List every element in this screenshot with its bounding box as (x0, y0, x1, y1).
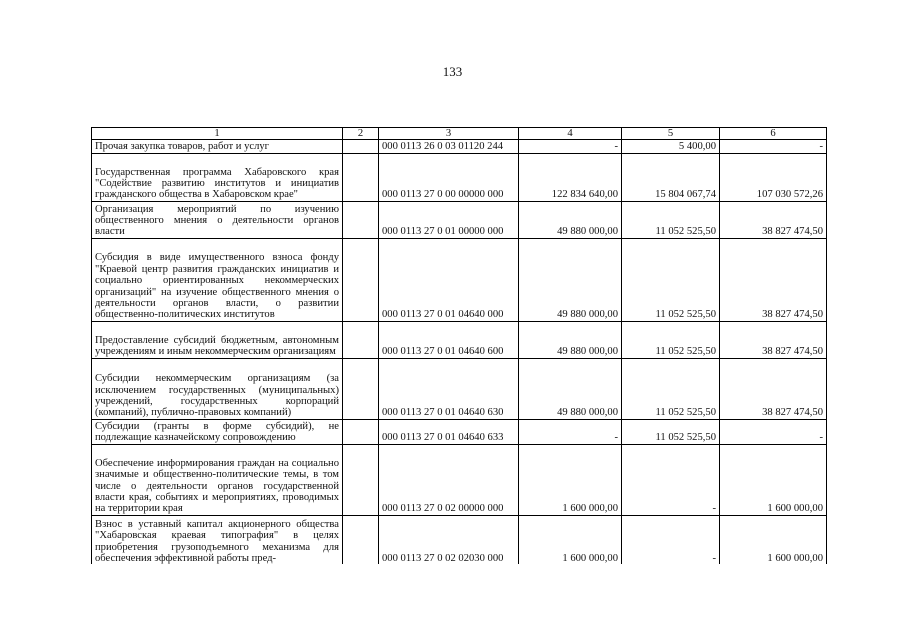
row-value-6: 1 600 000,00 (720, 515, 827, 564)
row-value-6: 1 600 000,00 (720, 444, 827, 515)
table-row (92, 444, 827, 515)
row-col2 (343, 515, 379, 564)
row-value-6: - (720, 419, 827, 444)
header-col-3: 3 (379, 128, 519, 140)
row-value-5: 5 400,00 (622, 140, 720, 153)
row-code: 000 0113 27 0 02 02030 000 (379, 515, 519, 564)
row-value-5: 11 052 525,50 (622, 419, 720, 444)
row-code: 000 0113 27 0 01 04640 630 (379, 358, 519, 419)
row-name: Субсидии некоммерческим организациям (за исключением государственных (муниципальных) учреждений, государственных корпораций (компаний), публично-правовых компаний) (92, 358, 343, 419)
table-row (92, 358, 827, 419)
row-value-5: 11 052 525,50 (622, 238, 720, 321)
row-value-4: 49 880 000,00 (519, 238, 622, 321)
row-name: Субсидия в виде имущественного взноса фонду "Краевой центр развития гражданских инициатив и социально ориентированных некоммерческих организаций" на изучение общественного мнения о деятельности органов власти, о развитии общественно-политических институтов (92, 238, 343, 321)
row-name: Предоставление субсидий бюджетным, автономным учреждениям и иным некоммерческим организациям (92, 321, 343, 358)
page-number: 133 (442, 64, 463, 79)
table-row (92, 140, 827, 153)
row-name: Субсидии (гранты в форме субсидий), не подлежащие казначейскому сопровождению (92, 419, 343, 444)
row-code: 000 0113 27 0 01 00000 000 (379, 201, 519, 238)
row-code: 000 0113 27 0 02 00000 000 (379, 444, 519, 515)
row-col2 (343, 321, 379, 358)
budget-table (91, 127, 827, 564)
row-name: Государственная программа Хабаровского края "Содействие развитию институтов и инициатив гражданского общества в Хабаровском крае" (92, 153, 343, 201)
row-code: 000 0113 27 0 01 04640 600 (379, 321, 519, 358)
row-col2 (343, 444, 379, 515)
row-value-5: 15 804 067,74 (622, 153, 720, 201)
row-col2 (343, 201, 379, 238)
table-row (92, 201, 827, 238)
row-value-4: 122 834 640,00 (519, 153, 622, 201)
row-value-6: 38 827 474,50 (720, 238, 827, 321)
row-code: 000 0113 27 0 01 04640 633 (379, 419, 519, 444)
row-value-4: 49 880 000,00 (519, 321, 622, 358)
row-value-6: 38 827 474,50 (720, 358, 827, 419)
row-value-4: 1 600 000,00 (519, 515, 622, 564)
header-col-6: 6 (720, 128, 827, 140)
row-value-4: - (519, 419, 622, 444)
row-value-6: 107 030 572,26 (720, 153, 827, 201)
row-value-6: 38 827 474,50 (720, 201, 827, 238)
table-row (92, 321, 827, 358)
row-name: Взнос в уставный капитал акционерного общества "Хабаровская краевая типография" в целях приобретения грузоподъемного механизма для обеспечения эффективной работы пред- (92, 515, 343, 564)
row-value-5: 11 052 525,50 (622, 358, 720, 419)
table-row (92, 419, 827, 444)
header-col-5: 5 (622, 128, 720, 140)
row-value-5: - (622, 515, 720, 564)
row-value-4: - (519, 140, 622, 153)
table-header-row (92, 128, 827, 140)
row-value-6: 38 827 474,50 (720, 321, 827, 358)
header-col-2: 2 (343, 128, 379, 140)
row-value-6: - (720, 140, 827, 153)
header-col-1: 1 (92, 128, 343, 140)
table-row (92, 153, 827, 201)
row-name: Обеспечение информирования граждан на социально значимые и общественно-политические темы, в том числе о деятельности органов государственной власти края, событиях и мероприятиях, проводимых на территории края (92, 444, 343, 515)
table-row (92, 515, 827, 564)
row-value-5: 11 052 525,50 (622, 201, 720, 238)
row-code: 000 0113 26 0 03 01120 244 (379, 140, 519, 153)
row-code: 000 0113 27 0 00 00000 000 (379, 153, 519, 201)
row-col2 (343, 153, 379, 201)
row-name: Организация мероприятий по изучению общественного мнения о деятельности органов власти (92, 201, 343, 238)
row-name: Прочая закупка товаров, работ и услуг (92, 140, 343, 153)
row-col2 (343, 140, 379, 153)
row-value-5: - (622, 444, 720, 515)
row-col2 (343, 419, 379, 444)
header-col-4: 4 (519, 128, 622, 140)
row-code: 000 0113 27 0 01 04640 000 (379, 238, 519, 321)
row-col2 (343, 238, 379, 321)
row-value-4: 49 880 000,00 (519, 201, 622, 238)
table-row (92, 238, 827, 321)
row-value-5: 11 052 525,50 (622, 321, 720, 358)
row-col2 (343, 358, 379, 419)
row-value-4: 49 880 000,00 (519, 358, 622, 419)
row-value-4: 1 600 000,00 (519, 444, 622, 515)
